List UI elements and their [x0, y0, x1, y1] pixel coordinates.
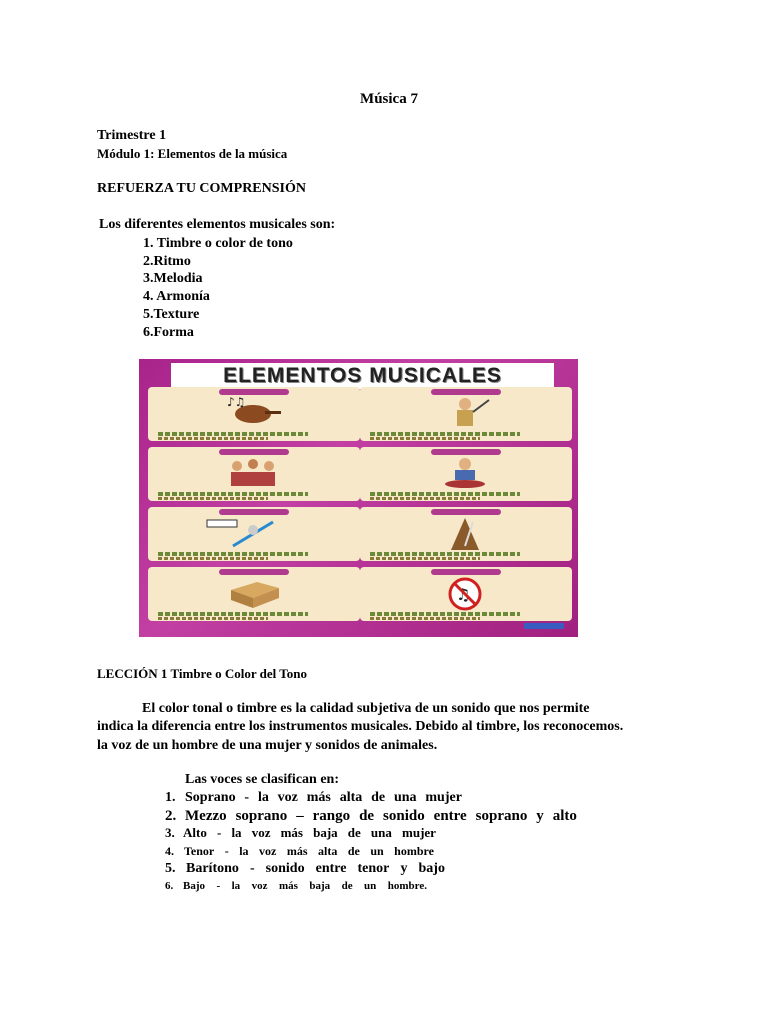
- list-item-text: [185, 790, 462, 806]
- word: más: [306, 790, 331, 805]
- word: sonido: [383, 808, 425, 824]
- word: voz: [277, 790, 298, 805]
- poster-panel: [360, 567, 572, 621]
- word: baja: [313, 825, 338, 840]
- list-item-number: 1.: [165, 790, 176, 805]
- poster-title: ELEMENTOS MUSICALES: [171, 363, 554, 389]
- word: Mezzo: [185, 808, 227, 824]
- list-item: [165, 825, 436, 841]
- poster-panel: [360, 387, 572, 441]
- word: soprano: [475, 808, 528, 824]
- word: la: [231, 825, 242, 840]
- poster-panel: [148, 447, 360, 501]
- word: Tenor: [184, 844, 215, 858]
- word: entre: [315, 861, 347, 876]
- list-item-number: 2.: [165, 808, 177, 824]
- word: -: [216, 825, 222, 840]
- drummer-icon: [435, 456, 495, 488]
- word: de: [347, 844, 360, 858]
- list-item-text: [185, 808, 577, 825]
- list-item: [165, 861, 445, 877]
- word: -: [244, 790, 250, 805]
- word: Soprano: [185, 790, 236, 805]
- list-item-number: 4.: [165, 844, 174, 858]
- word: y: [400, 861, 408, 876]
- word: Barítono: [186, 861, 239, 876]
- poster-panel: [148, 567, 360, 621]
- list-item: [165, 880, 427, 892]
- list-item: [165, 808, 577, 825]
- word: de: [359, 808, 375, 824]
- svg-text:♫: ♫: [456, 585, 471, 604]
- list-item-number: 6.: [165, 880, 174, 892]
- word: una: [370, 825, 392, 840]
- band-icon: [223, 456, 283, 488]
- word: mujer: [402, 825, 436, 840]
- word: de: [371, 790, 386, 805]
- list-item-text: [186, 861, 445, 877]
- word: -: [224, 844, 229, 858]
- word: voz: [259, 844, 277, 858]
- word: tenor: [357, 861, 390, 876]
- lesson-paragraph-line: indica la diferencia entre los instrumentos musicales. Debido al timbre, los reconocemos.: [97, 719, 624, 734]
- box-icon: [223, 576, 283, 608]
- list-item-number: 5.: [165, 861, 176, 876]
- word: alta: [318, 844, 338, 858]
- word: sonido: [265, 861, 305, 876]
- word: la: [231, 880, 241, 892]
- word: un: [364, 880, 377, 892]
- list-item: 5.Texture: [143, 307, 200, 322]
- lesson-paragraph-line: El color tonal o timbre es la calidad subjetiva de un sonido que nos permite: [142, 701, 590, 716]
- svg-text:♪♫: ♪♫: [227, 396, 246, 409]
- poster-panel: [360, 447, 572, 501]
- word: alta: [339, 790, 363, 805]
- list-item: [165, 790, 462, 806]
- word: Bajo: [183, 880, 205, 892]
- word: de: [341, 880, 353, 892]
- word: mujer: [425, 790, 462, 805]
- word: hombre: [394, 844, 434, 858]
- page-title: Música 7: [360, 91, 418, 107]
- word: de: [347, 825, 361, 840]
- word: más: [286, 844, 308, 858]
- word: voz: [251, 880, 268, 892]
- violin-icon: [223, 396, 283, 428]
- word: la: [239, 844, 249, 858]
- term-label: Trimestre 1: [97, 128, 167, 143]
- list-item: 4. Armonía: [143, 289, 210, 304]
- list-item: 2.Ritmo: [143, 254, 191, 269]
- word: soprano: [235, 808, 288, 824]
- lesson-paragraph-line: la voz de un hombre de una mujer y sonidos de animales.: [97, 738, 438, 753]
- elements-intro: Los diferentes elementos musicales son:: [99, 217, 336, 232]
- lesson-heading: LECCIÓN 1 Timbre o Color del Tono: [97, 666, 307, 681]
- word: –: [296, 808, 304, 824]
- word: la: [257, 790, 269, 805]
- poster-image: [139, 359, 578, 637]
- word: más: [278, 880, 298, 892]
- word: bajo: [418, 861, 445, 876]
- word: un: [370, 844, 384, 858]
- word: rango: [312, 808, 351, 824]
- word: baja: [309, 880, 331, 892]
- metronome-icon: [435, 516, 495, 552]
- word: más: [280, 825, 303, 840]
- word: voz: [251, 825, 271, 840]
- section-heading: REFUERZA TU COMPRENSIÓN: [97, 181, 306, 196]
- list-item-number: 3.: [165, 825, 175, 840]
- voices-intro: Las voces se clasifican en:: [185, 772, 339, 787]
- word: y: [536, 808, 544, 824]
- list-item: 3.Melodia: [143, 271, 203, 286]
- poster-panel: [148, 507, 360, 561]
- poster-panel: [360, 507, 572, 561]
- word: alto: [552, 808, 577, 824]
- word: Alto: [183, 825, 207, 840]
- word: hombre.: [387, 880, 427, 892]
- list-item-text: [184, 844, 434, 859]
- finish-line-icon: [203, 516, 283, 550]
- module-label: Módulo 1: Elementos de la música: [97, 146, 288, 161]
- list-item: 6.Forma: [143, 325, 194, 340]
- list-item: 1. Timbre o color de tono: [143, 236, 293, 251]
- list-item-text: [183, 825, 436, 841]
- conductor-icon: [435, 396, 495, 428]
- word: entre: [433, 808, 467, 824]
- list-item-text: [183, 880, 427, 892]
- word: -: [249, 861, 255, 876]
- word: -: [216, 880, 221, 892]
- list-item: [165, 844, 434, 859]
- no-music-icon: [435, 576, 495, 612]
- word: una: [393, 790, 417, 805]
- poster-panel: [148, 387, 360, 441]
